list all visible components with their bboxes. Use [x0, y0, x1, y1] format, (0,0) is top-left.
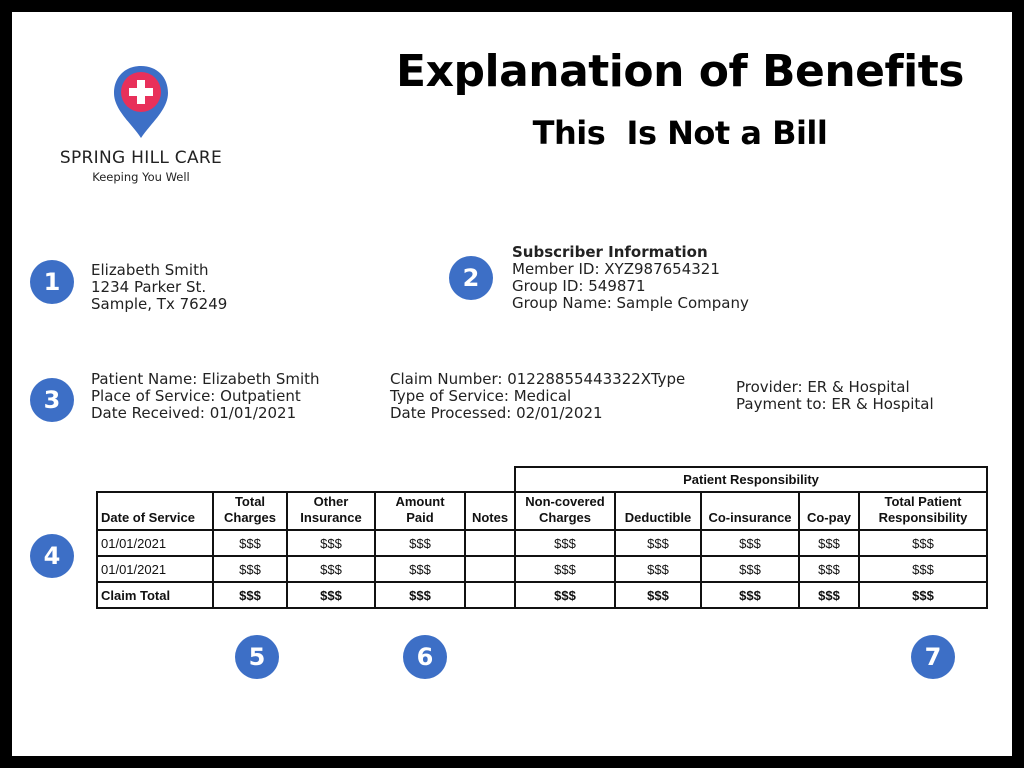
- col-total-patient-responsibility: Total Patient Responsibility: [859, 492, 987, 530]
- member-name: Elizabeth Smith: [91, 261, 209, 279]
- patient-info: [91, 371, 320, 422]
- eob-page: [12, 12, 1012, 756]
- cell-notes: [465, 582, 515, 608]
- table-row: [97, 556, 987, 582]
- cell-amount-paid: $$$: [375, 556, 465, 582]
- cell-amount-paid: $$$: [375, 530, 465, 556]
- member-address: [91, 262, 227, 313]
- member-city: Sample, Tx 76249: [91, 295, 228, 313]
- table-row: [97, 530, 987, 556]
- cell-non-covered: $$$: [515, 582, 615, 608]
- cell-co-insurance: $$$: [701, 556, 799, 582]
- brand-name: SPRING HILL CARE: [59, 148, 223, 168]
- cell-other-insurance: $$$: [287, 556, 375, 582]
- badge-2: 2: [449, 256, 493, 300]
- col-co-pay: Co-pay: [799, 492, 859, 530]
- cell-co-pay: $$$: [799, 530, 859, 556]
- payment-to: Payment to: ER & Hospital: [736, 395, 934, 413]
- cell-deductible: $$$: [615, 582, 701, 608]
- group-id: Group ID: 549871: [512, 277, 646, 295]
- cell-deductible: $$$: [615, 530, 701, 556]
- col-non-covered-charges: Non-covered Charges: [515, 492, 615, 530]
- col-amount-paid: Amount Paid: [375, 492, 465, 530]
- cell-total-patient: $$$: [859, 530, 987, 556]
- col-total-charges: Total Charges: [213, 492, 287, 530]
- badge-4: 4: [30, 534, 74, 578]
- cell-total-charges: $$$: [213, 530, 287, 556]
- badge-7: 7: [911, 635, 955, 679]
- claim-number: Claim Number: 01228855443322XType: [390, 370, 686, 388]
- cell-non-covered: $$$: [515, 530, 615, 556]
- page-title: Explanation of Benefits: [396, 46, 964, 97]
- cell-amount-paid: $$$: [375, 582, 465, 608]
- location-pin-cross-icon: [112, 64, 170, 140]
- table-header-row: [97, 492, 987, 530]
- col-deductible: Deductible: [615, 492, 701, 530]
- col-date-of-service: Date of Service: [97, 492, 213, 530]
- badge-3: 3: [30, 378, 74, 422]
- badge-1: 1: [30, 260, 74, 304]
- cell-other-insurance: $$$: [287, 582, 375, 608]
- page-subtitle: This Is Not a Bill: [532, 114, 828, 152]
- provider: Provider: ER & Hospital: [736, 378, 910, 396]
- date-received: Date Received: 01/01/2021: [91, 404, 297, 422]
- cell-co-insurance: $$$: [701, 530, 799, 556]
- cell-co-pay: $$$: [799, 556, 859, 582]
- cell-total-charges: $$$: [213, 582, 287, 608]
- subscriber-heading: Subscriber Information: [512, 243, 708, 261]
- group-name: Group Name: Sample Company: [512, 294, 749, 312]
- cell-notes: [465, 556, 515, 582]
- patient-responsibility-header: Patient Responsibility: [515, 467, 987, 492]
- cell-deductible: $$$: [615, 556, 701, 582]
- cell-date: 01/01/2021: [97, 556, 213, 582]
- type-of-service: Type of Service: Medical: [390, 387, 572, 405]
- col-co-insurance: Co-insurance: [701, 492, 799, 530]
- patient-name: Patient Name: Elizabeth Smith: [91, 370, 320, 388]
- cell-date: 01/01/2021: [97, 530, 213, 556]
- badge-5: 5: [235, 635, 279, 679]
- provider-info: [736, 379, 934, 413]
- subscriber-info: [512, 244, 749, 312]
- cell-total-patient: $$$: [859, 556, 987, 582]
- col-other-insurance: Other Insurance: [287, 492, 375, 530]
- cell-total-charges: $$$: [213, 556, 287, 582]
- cell-claim-total-label: Claim Total: [97, 582, 213, 608]
- place-of-service: Place of Service: Outpatient: [91, 387, 301, 405]
- member-id: Member ID: XYZ987654321: [512, 260, 720, 278]
- badge-6: 6: [403, 635, 447, 679]
- brand-tagline: Keeping You Well: [92, 170, 190, 184]
- member-street: 1234 Parker St.: [91, 278, 207, 296]
- cell-other-insurance: $$$: [287, 530, 375, 556]
- cell-non-covered: $$$: [515, 556, 615, 582]
- cell-notes: [465, 530, 515, 556]
- cell-co-insurance: $$$: [701, 582, 799, 608]
- claims-table: [96, 466, 988, 609]
- date-processed: Date Processed: 02/01/2021: [390, 404, 603, 422]
- claim-info: [390, 371, 685, 422]
- logo: [50, 64, 232, 184]
- cell-total-patient: $$$: [859, 582, 987, 608]
- claim-total-row: [97, 582, 987, 608]
- col-notes: Notes: [465, 492, 515, 530]
- cell-co-pay: $$$: [799, 582, 859, 608]
